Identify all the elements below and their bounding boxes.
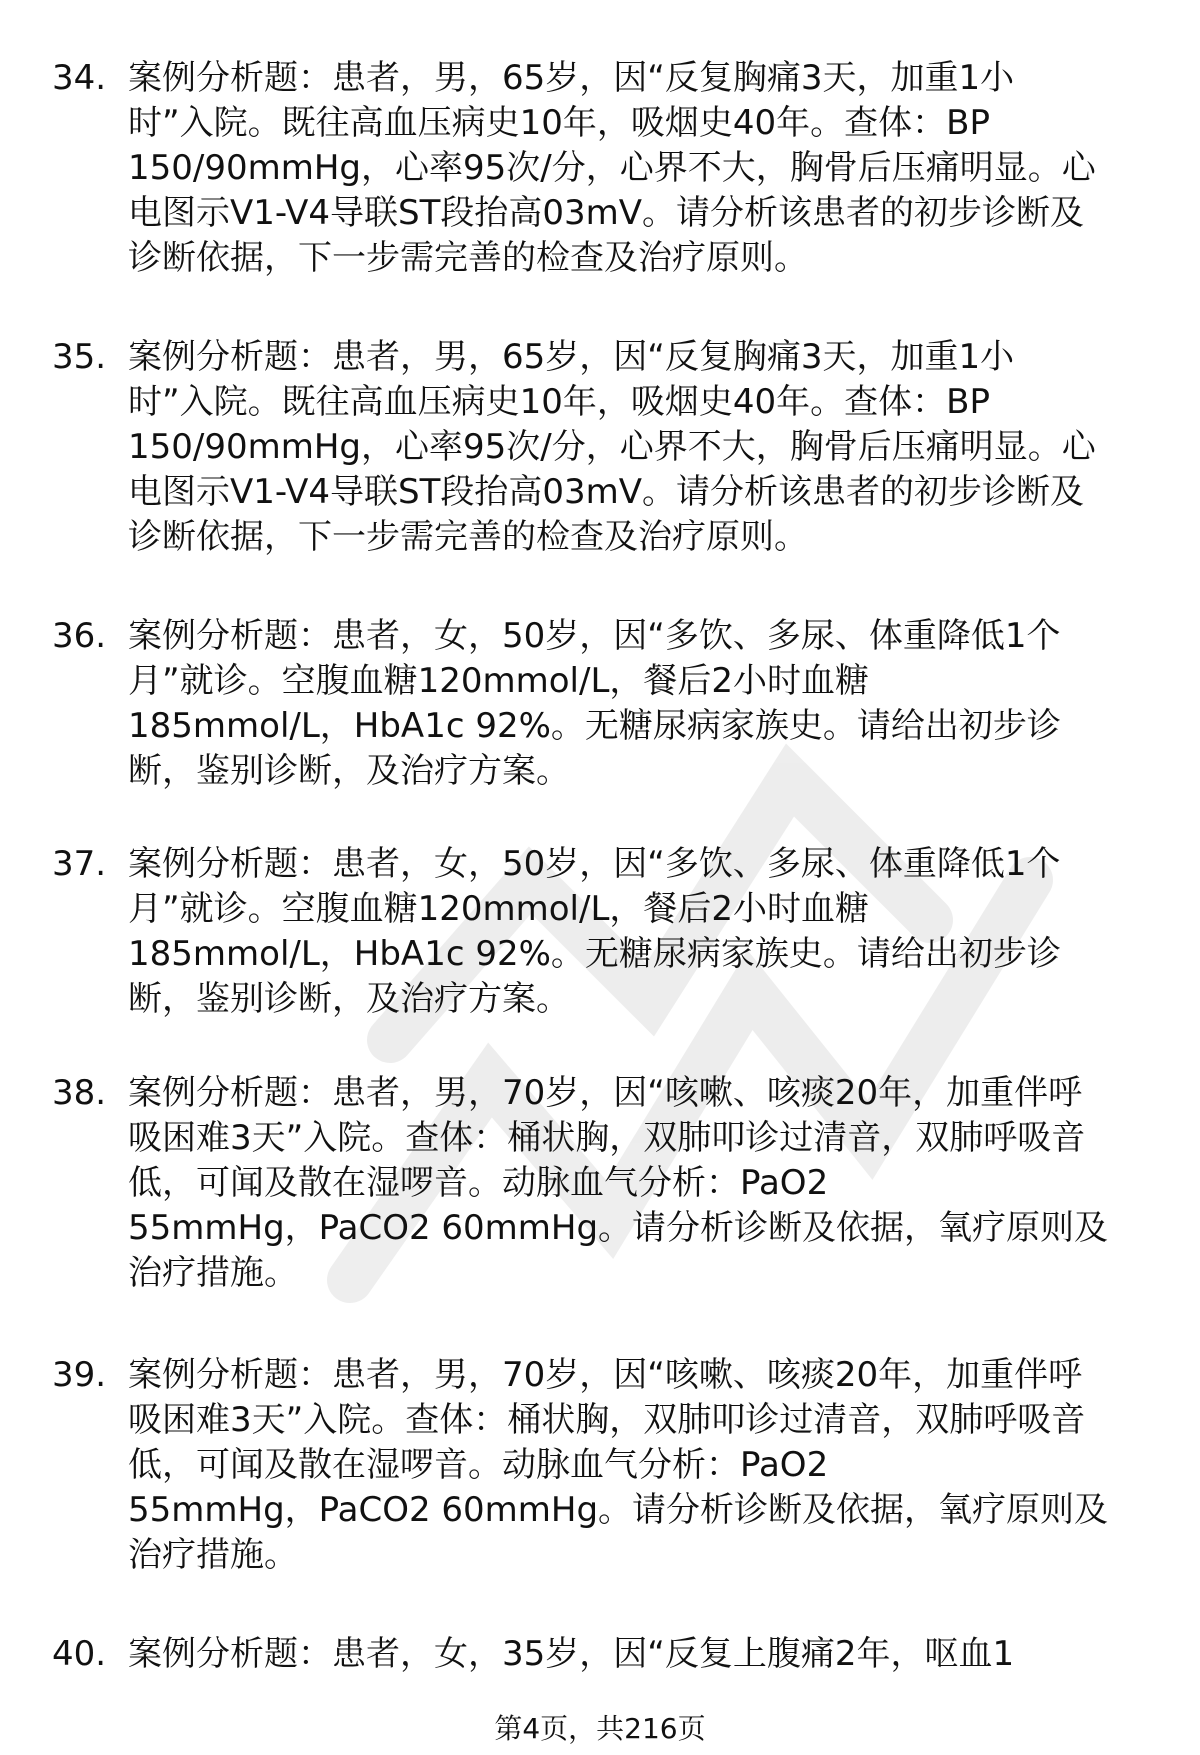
question-text-line: 吸困难3天”入院。查体：桶状胸，双肺叩诊过清音，双肺呼吸音 [128,1400,1086,1440]
question-number: 40. [52,1634,107,1674]
question-text-line: 电图示V1-V4导联ST段抬高03mV。请分析该患者的初步诊断及 [128,472,1085,512]
question-text-line: 时”入院。既往高血压病史10年，吸烟史40年。查体：BP [128,103,990,143]
question-text-line: 低，可闻及散在湿啰音。动脉血气分析：PaO2 [128,1445,829,1485]
question-text-line: 案例分析题：患者，男，65岁，因“反复胸痛3天，加重1小 [128,337,1015,377]
question-text-line: 案例分析题：患者，女，50岁，因“多饮、多尿、体重降低1个 [128,616,1061,656]
question-text-line: 诊断依据，下一步需完善的检查及治疗原则。 [128,238,808,278]
question-number: 37. [52,844,107,884]
question-text-line: 治疗措施。 [128,1253,298,1293]
question-text-line: 185mmol/L，HbA1c 92%。无糖尿病家族史。请给出初步诊 [128,934,1061,974]
question-text-line: 案例分析题：患者，女，50岁，因“多饮、多尿、体重降低1个 [128,844,1061,884]
question-text-line: 55mmHg，PaCO2 60mmHg。请分析诊断及依据，氧疗原则及 [128,1208,1109,1248]
question-text-line: 案例分析题：患者，男，65岁，因“反复胸痛3天，加重1小 [128,58,1015,98]
page-footer: 第4页，共216页 [494,1712,706,1745]
question-number: 36. [52,616,107,656]
question-text-line: 案例分析题：患者，女，35岁，因“反复上腹痛2年，呕血1 [128,1634,1015,1674]
question-number: 39. [52,1355,107,1395]
question-text-line: 案例分析题：患者，男，70岁，因“咳嗽、咳痰20年，加重伴呼 [128,1355,1083,1395]
question-text-line: 185mmol/L，HbA1c 92%。无糖尿病家族史。请给出初步诊 [128,706,1061,746]
question-text-line: 月”就诊。空腹血糖120mmol/L，餐后2小时血糖 [128,661,870,701]
question-text-line: 电图示V1-V4导联ST段抬高03mV。请分析该患者的初步诊断及 [128,193,1085,233]
question-text-line: 55mmHg，PaCO2 60mmHg。请分析诊断及依据，氧疗原则及 [128,1490,1109,1530]
question-text-line: 时”入院。既往高血压病史10年，吸烟史40年。查体：BP [128,382,990,422]
question-text-line: 月”就诊。空腹血糖120mmol/L，餐后2小时血糖 [128,889,870,929]
question-number: 38. [52,1073,107,1113]
question-text-line: 诊断依据，下一步需完善的检查及治疗原则。 [128,517,808,557]
question-text-line: 断，鉴别诊断，及治疗方案。 [128,751,570,791]
question-text-line: 吸困难3天”入院。查体：桶状胸，双肺叩诊过清音，双肺呼吸音 [128,1118,1086,1158]
question-text-line: 案例分析题：患者，男，70岁，因“咳嗽、咳痰20年，加重伴呼 [128,1073,1083,1113]
question-number: 35. [52,337,107,377]
question-text-line: 150/90mmHg，心率95次/分，心界不大，胸骨后压痛明显。心 [128,427,1096,467]
question-text-line: 150/90mmHg，心率95次/分，心界不大，胸骨后压痛明显。心 [128,148,1096,188]
question-text-line: 低，可闻及散在湿啰音。动脉血气分析：PaO2 [128,1163,829,1203]
question-text-line: 断，鉴别诊断，及治疗方案。 [128,979,570,1019]
question-number: 34. [52,58,107,98]
question-text-line: 治疗措施。 [128,1535,298,1575]
